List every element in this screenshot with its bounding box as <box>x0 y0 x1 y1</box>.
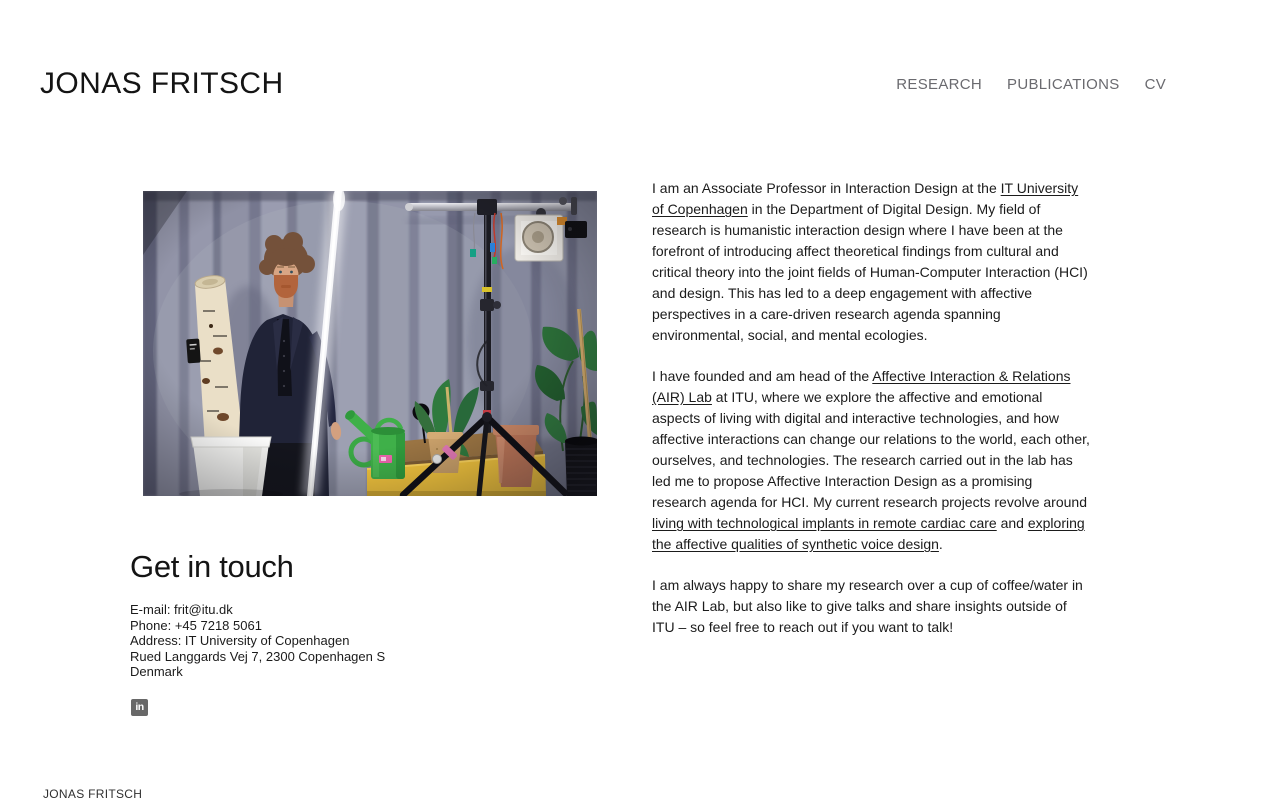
site-title[interactable]: JONAS FRITSCH <box>40 67 284 100</box>
nav-item-research[interactable]: RESEARCH <box>896 76 983 93</box>
main-nav <box>896 76 1166 93</box>
contact-line: Phone: +45 7218 5061 <box>130 617 262 633</box>
contact-line: Rued Langgards Vej 7, 2300 Copenhagen S <box>130 648 386 664</box>
bio-link[interactable]: Affective Interaction & Relations (AIR) Lab <box>652 368 1071 405</box>
left-column <box>130 191 610 716</box>
contact-heading: Get in touch <box>130 549 294 584</box>
bio-text: and <box>996 515 1028 531</box>
contact-line: Address: IT University of Copenhagen <box>130 633 350 649</box>
nav-item-publications[interactable]: PUBLICATIONS <box>1007 76 1120 93</box>
bio-text: I am always happy to share my research over a cup of coffee/water in the AIR Lab, but also like to give talks and share insights outside of ITU – so feel free to reach out if you want to talk! <box>652 577 1083 635</box>
bio <box>652 178 1090 638</box>
portrait-photo <box>143 191 597 496</box>
bio-column <box>652 178 1090 658</box>
bio-link[interactable]: IT University of Copenhagen <box>652 180 1079 217</box>
bio-paragraph <box>652 178 1090 346</box>
site-footer[interactable]: JONAS FRITSCH <box>43 787 143 801</box>
contact-lines <box>130 602 610 680</box>
nav-item-cv[interactable]: CV <box>1144 76 1166 93</box>
bio-text: . <box>938 536 943 552</box>
bio-link[interactable]: living with technological implants in remote cardiac care <box>652 515 997 531</box>
portrait-photo-svg <box>143 191 597 496</box>
contact-line: Denmark <box>130 664 183 680</box>
bio-paragraph <box>652 366 1090 555</box>
bio-text: at ITU, where we explore the affective and emotional aspects of living with digital and interactive technologies, and how affective interactions can change our relations to the world, each other, ourselves, and technologies. The research carried out in the lab has led me to propose Affective Interaction Design as a promising research agenda for HCI. My current research projects revolve around <box>652 389 1090 510</box>
bio-link[interactable]: exploring the affective qualities of synthetic voice design <box>652 515 1085 552</box>
bio-text: in the Department of Digital Design. My field of research is humanistic interaction design where I have been at the forefront of introducing affect theoretical findings from cultural and critical theory into the joint fields of Human-Computer Interaction (HCI) and design. This has led to a deep engagement with affective perspectives in a care-driven research agenda spanning environmental, social, and mental ecologies. <box>652 201 1088 343</box>
bio-paragraph <box>652 575 1090 638</box>
contact-line: E-mail: frit@itu.dk <box>130 602 233 617</box>
linkedin-icon[interactable]: in <box>131 699 148 716</box>
bio-text: I am an Associate Professor in Interaction Design at the <box>652 180 1001 196</box>
bio-text: I have founded and am head of the <box>652 368 873 384</box>
